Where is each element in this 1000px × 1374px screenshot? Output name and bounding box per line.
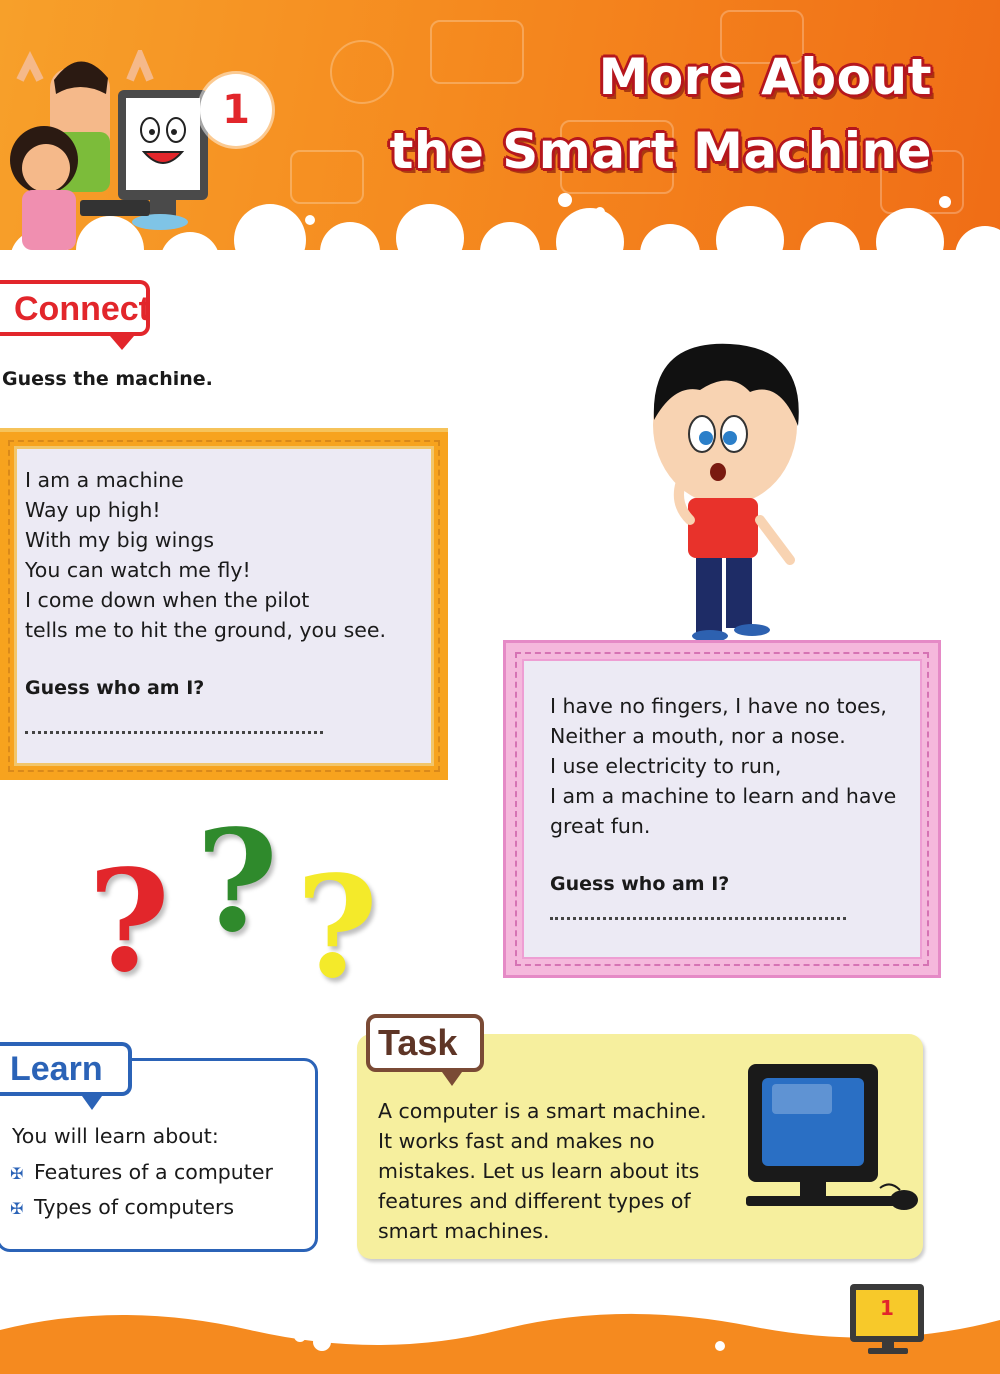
task-label: Task <box>378 1022 458 1063</box>
poem-line: With my big wings <box>25 528 215 552</box>
computer-monitor-icon <box>740 1060 920 1220</box>
poem-1-answer-line[interactable] <box>25 731 323 734</box>
task-text <box>378 1096 707 1246</box>
question-mark-icon-red: ? <box>88 840 171 1004</box>
learn-section-tag <box>0 1042 132 1096</box>
thinking-boy-illustration <box>630 330 820 650</box>
kids-at-computer-illustration <box>10 50 210 250</box>
bullet-cross-icon: ✠ <box>10 1199 24 1218</box>
poem-box-airplane <box>0 428 448 780</box>
connect-instruction: Guess the machine. <box>2 368 213 390</box>
question-mark-icon-green: ? <box>196 800 279 964</box>
learn-item <box>10 1195 234 1219</box>
learn-item-label: Types of computers <box>34 1195 235 1219</box>
poem-line: I am a machine <box>25 468 184 492</box>
poem-1-question: Guess who am I? <box>25 677 205 699</box>
task-line: mistakes. Let us learn about its <box>378 1159 700 1183</box>
poem-2-text <box>550 691 896 841</box>
poem-line: I have no fingers, I have no toes, <box>550 694 887 718</box>
chapter-number-badge: 1 <box>200 74 272 146</box>
poem-line: I come down when the pilot <box>25 588 310 612</box>
connect-section-tag <box>0 280 150 336</box>
poem-line: You can watch me fly! <box>25 558 251 582</box>
learn-item <box>10 1160 273 1184</box>
task-section-tag <box>366 1014 484 1072</box>
chapter-title-line-1: More About <box>598 48 932 106</box>
task-line: A computer is a smart machine. <box>378 1099 707 1123</box>
task-line: It works fast and makes no <box>378 1129 655 1153</box>
poem-line: Way up high! <box>25 498 161 522</box>
learn-item-label: Features of a computer <box>34 1160 273 1184</box>
task-line: smart machines. <box>378 1219 550 1243</box>
poem-2-question: Guess who am I? <box>550 873 730 895</box>
learn-label: Learn <box>10 1050 103 1088</box>
learn-intro: You will learn about: <box>12 1124 219 1148</box>
poem-line: I use electricity to run, <box>550 754 782 778</box>
chapter-title-line-2: the Smart Machine <box>389 122 932 180</box>
task-line: features and different types of <box>378 1189 691 1213</box>
poem-box-computer <box>503 640 941 978</box>
poem-line: tells me to hit the ground, you see. <box>25 618 387 642</box>
poem-line: I am a machine to learn and have <box>550 784 897 808</box>
connect-label: Connect <box>14 290 150 328</box>
poem-line: Neither a mouth, nor a nose. <box>550 724 846 748</box>
page-monitor-stand <box>858 1340 918 1360</box>
bullet-cross-icon: ✠ <box>10 1164 24 1183</box>
page-number: 1 <box>880 1296 894 1320</box>
poem-line: great fun. <box>550 814 651 838</box>
poem-2-answer-line[interactable] <box>550 917 846 920</box>
poem-1-text <box>25 465 386 645</box>
question-mark-icon-yellow: ? <box>296 846 379 1010</box>
